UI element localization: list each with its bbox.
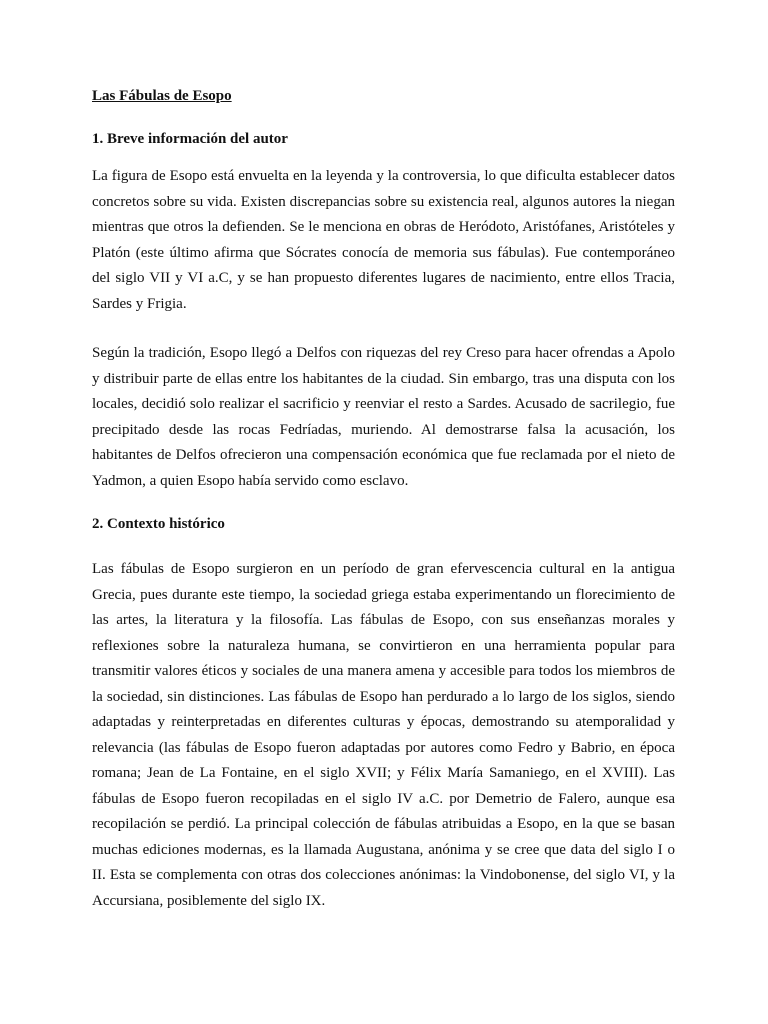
section-heading-context: 2. Contexto histórico xyxy=(92,516,225,532)
paragraph-author-death: Según la tradición, Esopo llegó a Delfos con riquezas del rey Creso para hacer ofrendas a Apolo y distribuir parte de ellas entre los habitantes de la ciudad. Sin embargo, tras una disputa con los locales, decidió solo realizar el sacrificio y reenviar el resto a Sardes. Acusado de sacrilegio, fue precipitado desde las rocas Fedríadas, muriendo. Al demostrarse falsa la acusación, los habitantes de Delfos ofrecieron una compensación económica que fue reclamada por el nieto de Yadmon, a quien Esopo había servido como esclavo. xyxy=(92,345,675,489)
document-page xyxy=(92,86,675,938)
section-heading-author: 1. Breve información del autor xyxy=(92,131,288,147)
document-title: Las Fábulas de Esopo xyxy=(92,88,232,104)
paragraph-historical-context: Las fábulas de Esopo surgieron en un período de gran efervescencia cultural en la antigua Grecia, pues durante este tiempo, la sociedad griega estaba experimentando un florecimiento de las artes, la literatura y la filosofía. Las fábulas de Esopo, con sus enseñanzas morales y reflexiones sobre la naturaleza humana, se convirtieron en una herramienta popular para transmitir valores éticos y sociales de una manera amena y accesible para todos los miembros de la sociedad, sin distinciones. Las fábulas de Esopo han perdurado a lo largo de los siglos, siendo adaptadas y reinterpretadas en diferentes culturas y épocas, demostrando su atemporalidad y relevancia (las fábulas de Esopo fueron adaptadas por autores como Fedro y Babrio, en época romana; Jean de La Fontaine, en el siglo XVII; y Félix María Samaniego, en el XVIII). Las fábulas de Esopo fueron recopiladas en el siglo IV a.C. por Demetrio de Falero, aunque esa recopilación se perdió. La principal colección de fábulas atribuidas a Esopo, en la que se basan muchas ediciones modernas, es la llamada Augustana, anónima y se cree que data del siglo I o II. Esta se complementa con otras dos colecciones anónimas: la Vindobonense, del siglo VI, y la Accursiana, posiblemente del siglo IX. xyxy=(92,561,675,909)
paragraph-author-life: La figura de Esopo está envuelta en la leyenda y la controversia, lo que dificulta establecer datos concretos sobre su vida. Existen discrepancias sobre su existencia real, algunos autores la niegan mientras que otros la defienden. Se le menciona en obras de Heródoto, Aristófanes, Aristóteles y Platón (este último afirma que Sócrates conocía de memoria sus fábulas). Fue contemporáneo del siglo VII y VI a.C, y se han propuesto diferentes lugares de nacimiento, entre ellos Tracia, Sardes y Frigia. xyxy=(92,168,675,312)
